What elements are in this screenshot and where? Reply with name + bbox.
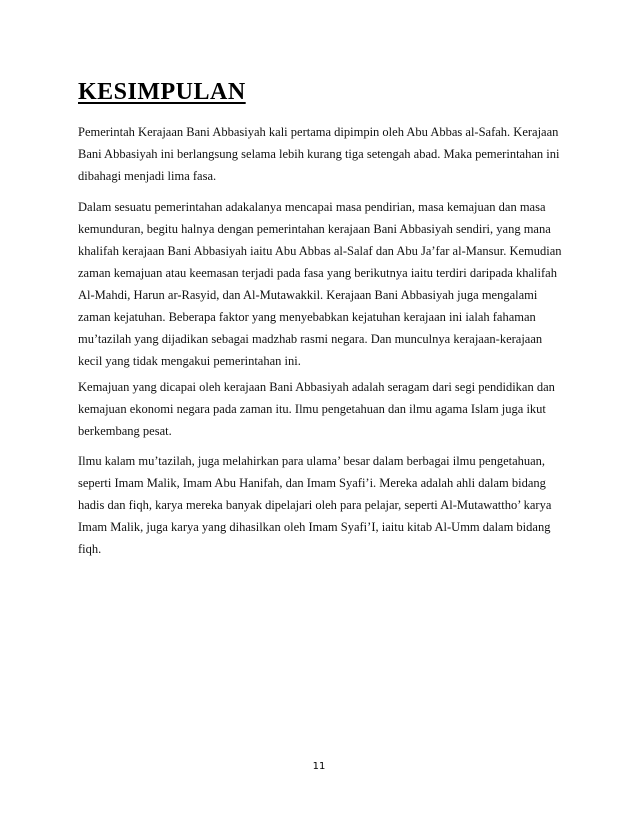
paragraph-line: Kemajuan yang dicapai oleh kerajaan Bani Abbasiyah adalah seragam dari segi pendidikan dan [78,380,555,394]
paragraph-4 [78,450,566,560]
paragraph-line: zaman kejatuhan. Beberapa faktor yang menyebabkan kejatuhan kerajaan ini ialah fahaman [78,310,536,324]
paragraph-line: kecil yang tidak mengakui pemerintahan ini. [78,354,301,368]
page-heading: KESIMPULAN [78,79,246,105]
paragraph-line: kemunduran, begitu halnya dengan pemerintahan kerajaan Bani Abbasiyah sendiri, yang mana [78,222,551,236]
paragraph-line: zaman kemajuan atau keemasan terjadi pada fasa yang berikutnya iaitu terdiri daripada khalifah [78,266,557,280]
paragraph-2 [78,196,566,372]
paragraph-line: seperti Imam Malik, Imam Abu Hanifah, dan Imam Syafi’i. Mereka adalah ahli dalam bidang [78,476,546,490]
paragraph-1 [78,121,566,187]
paragraph-line: Bani Abbasiyah ini berlangsung selama lebih kurang tiga setengah abad. Maka pemerintahan ini [78,147,560,161]
paragraph-line: fiqh. [78,542,102,556]
paragraph-line: Imam Malik, juga karya yang dihasilkan oleh Imam Syafi’I, iaitu kitab Al-Umm dalam bidang [78,520,551,534]
paragraph-line: hadis dan fiqh, karya mereka banyak dipelajari oleh para pelajar, seperti Al-Mutawattho’ karya [78,498,552,512]
paragraph-line: mu’tazilah yang dijadikan sebagai madzhab rasmi negara. Dan munculnya kerajaan-kerajaan [78,332,543,346]
paragraph-3 [78,376,566,442]
paragraph-line: Dalam sesuatu pemerintahan adakalanya mencapai masa pendirian, masa kemajuan dan masa [78,200,546,214]
paragraph-line: Al-Mahdi, Harun ar-Rasyid, dan Al-Mutawakkil. Kerajaan Bani Abbasiyah juga mengalami [78,288,538,302]
page-number: 11 [312,761,326,772]
paragraph-line: khalifah kerajaan Bani Abbasiyah iaitu Abu Abbas al-Salaf dan Abu Ja’far al-Mansur. Kemudian [78,244,562,258]
paragraph-line: kemajuan ekonomi negara pada zaman itu. Ilmu pengetahuan dan ilmu agama Islam juga ikut [78,402,546,416]
paragraph-line: Pemerintah Kerajaan Bani Abbasiyah kali pertama dipimpin oleh Abu Abbas al-Safah. Kerajaan [78,125,559,139]
paragraph-line: Ilmu kalam mu’tazilah, juga melahirkan para ulama’ besar dalam berbagai ilmu pengetahuan, [78,454,546,468]
paragraph-line: dibahagi menjadi lima fasa. [78,169,217,183]
paragraph-line: berkembang pesat. [78,424,172,438]
